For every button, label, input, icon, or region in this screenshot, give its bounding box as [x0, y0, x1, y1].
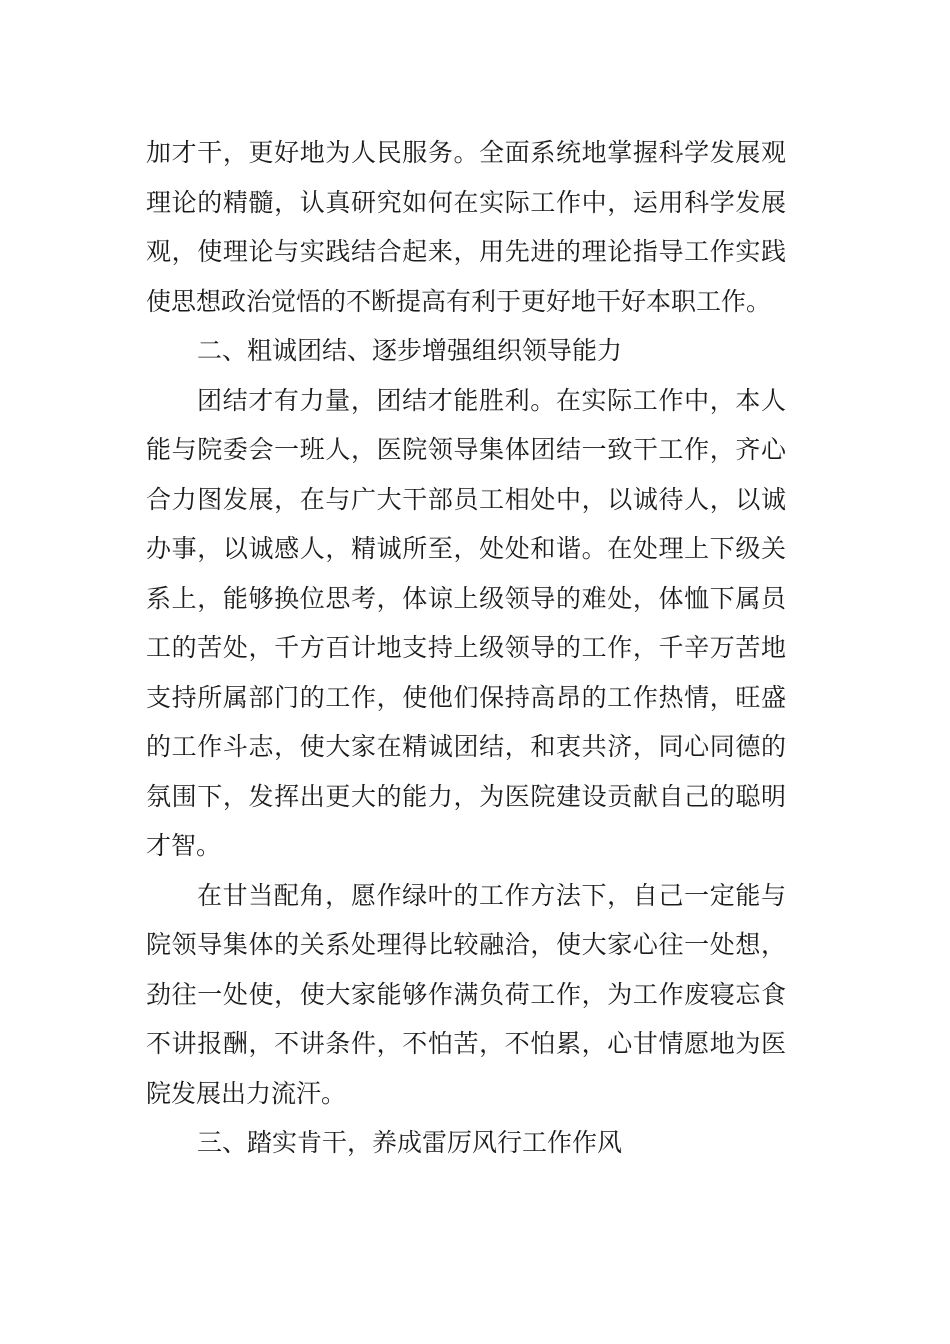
text-line: 合力图发展，在与广大干部员工相处中，以诚待人，以诚 [146, 484, 786, 514]
document-body [146, 128, 786, 1168]
text-line: 二、粗诚团结、逐步增强组织领导能力 [197, 336, 623, 365]
text-line: 理论的精髓，认真研究如何在实际工作中，运用科学发展 [146, 187, 786, 217]
text-line: 院领导集体的关系处理得比较融洽，使大家心往一处想， [146, 930, 786, 959]
text-line: 办事，以诚感人，精诚所至，处处和谐。在处理上下级关 [146, 534, 786, 563]
text-line: 三、踏实肯干，养成雷厉风行工作作风 [197, 1128, 623, 1157]
text-line: 支持所属部门的工作，使他们保持高昂的工作热情，旺盛 [146, 682, 786, 712]
text-line: 使思想政治觉悟的不断提高有利于更好地干好本职工作。 [146, 286, 772, 316]
text-line: 氛围下，发挥出更大的能力，为医院建设贡献自己的聪明 [146, 781, 786, 811]
text-line: 在甘当配角，愿作绿叶的工作方法下，自己一定能与 [197, 880, 786, 910]
text-line: 加才干，更好地为人民服务。全面系统地掌握科学发展观 [146, 138, 786, 167]
text-line: 能与院委会一班人，医院领导集体团结一致干工作，齐心 [146, 435, 786, 464]
text-line: 的工作斗志，使大家在精诚团结，和衷共济，同心同德的 [146, 732, 786, 761]
text-line: 不讲报酬，不讲条件，不怕苦，不怕累，心甘情愿地为医 [146, 1029, 786, 1058]
text-line: 团结才有力量，团结才能胜利。在实际工作中，本人 [197, 385, 786, 415]
text-line: 工的苦处，千方百计地支持上级领导的工作，千辛万苦地 [146, 633, 786, 662]
text-line: 院发展出力流汗。 [146, 1078, 347, 1108]
text-line: 系上，能够换位思考，体谅上级领导的难处，体恤下属员 [146, 583, 786, 613]
text-line: 观，使理论与实践结合起来，用先进的理论指导工作实践 [146, 237, 786, 266]
text-line: 劲往一处使，使大家能够作满负荷工作，为工作废寝忘食 [146, 979, 786, 1009]
text-line: 才智。 [146, 831, 222, 860]
